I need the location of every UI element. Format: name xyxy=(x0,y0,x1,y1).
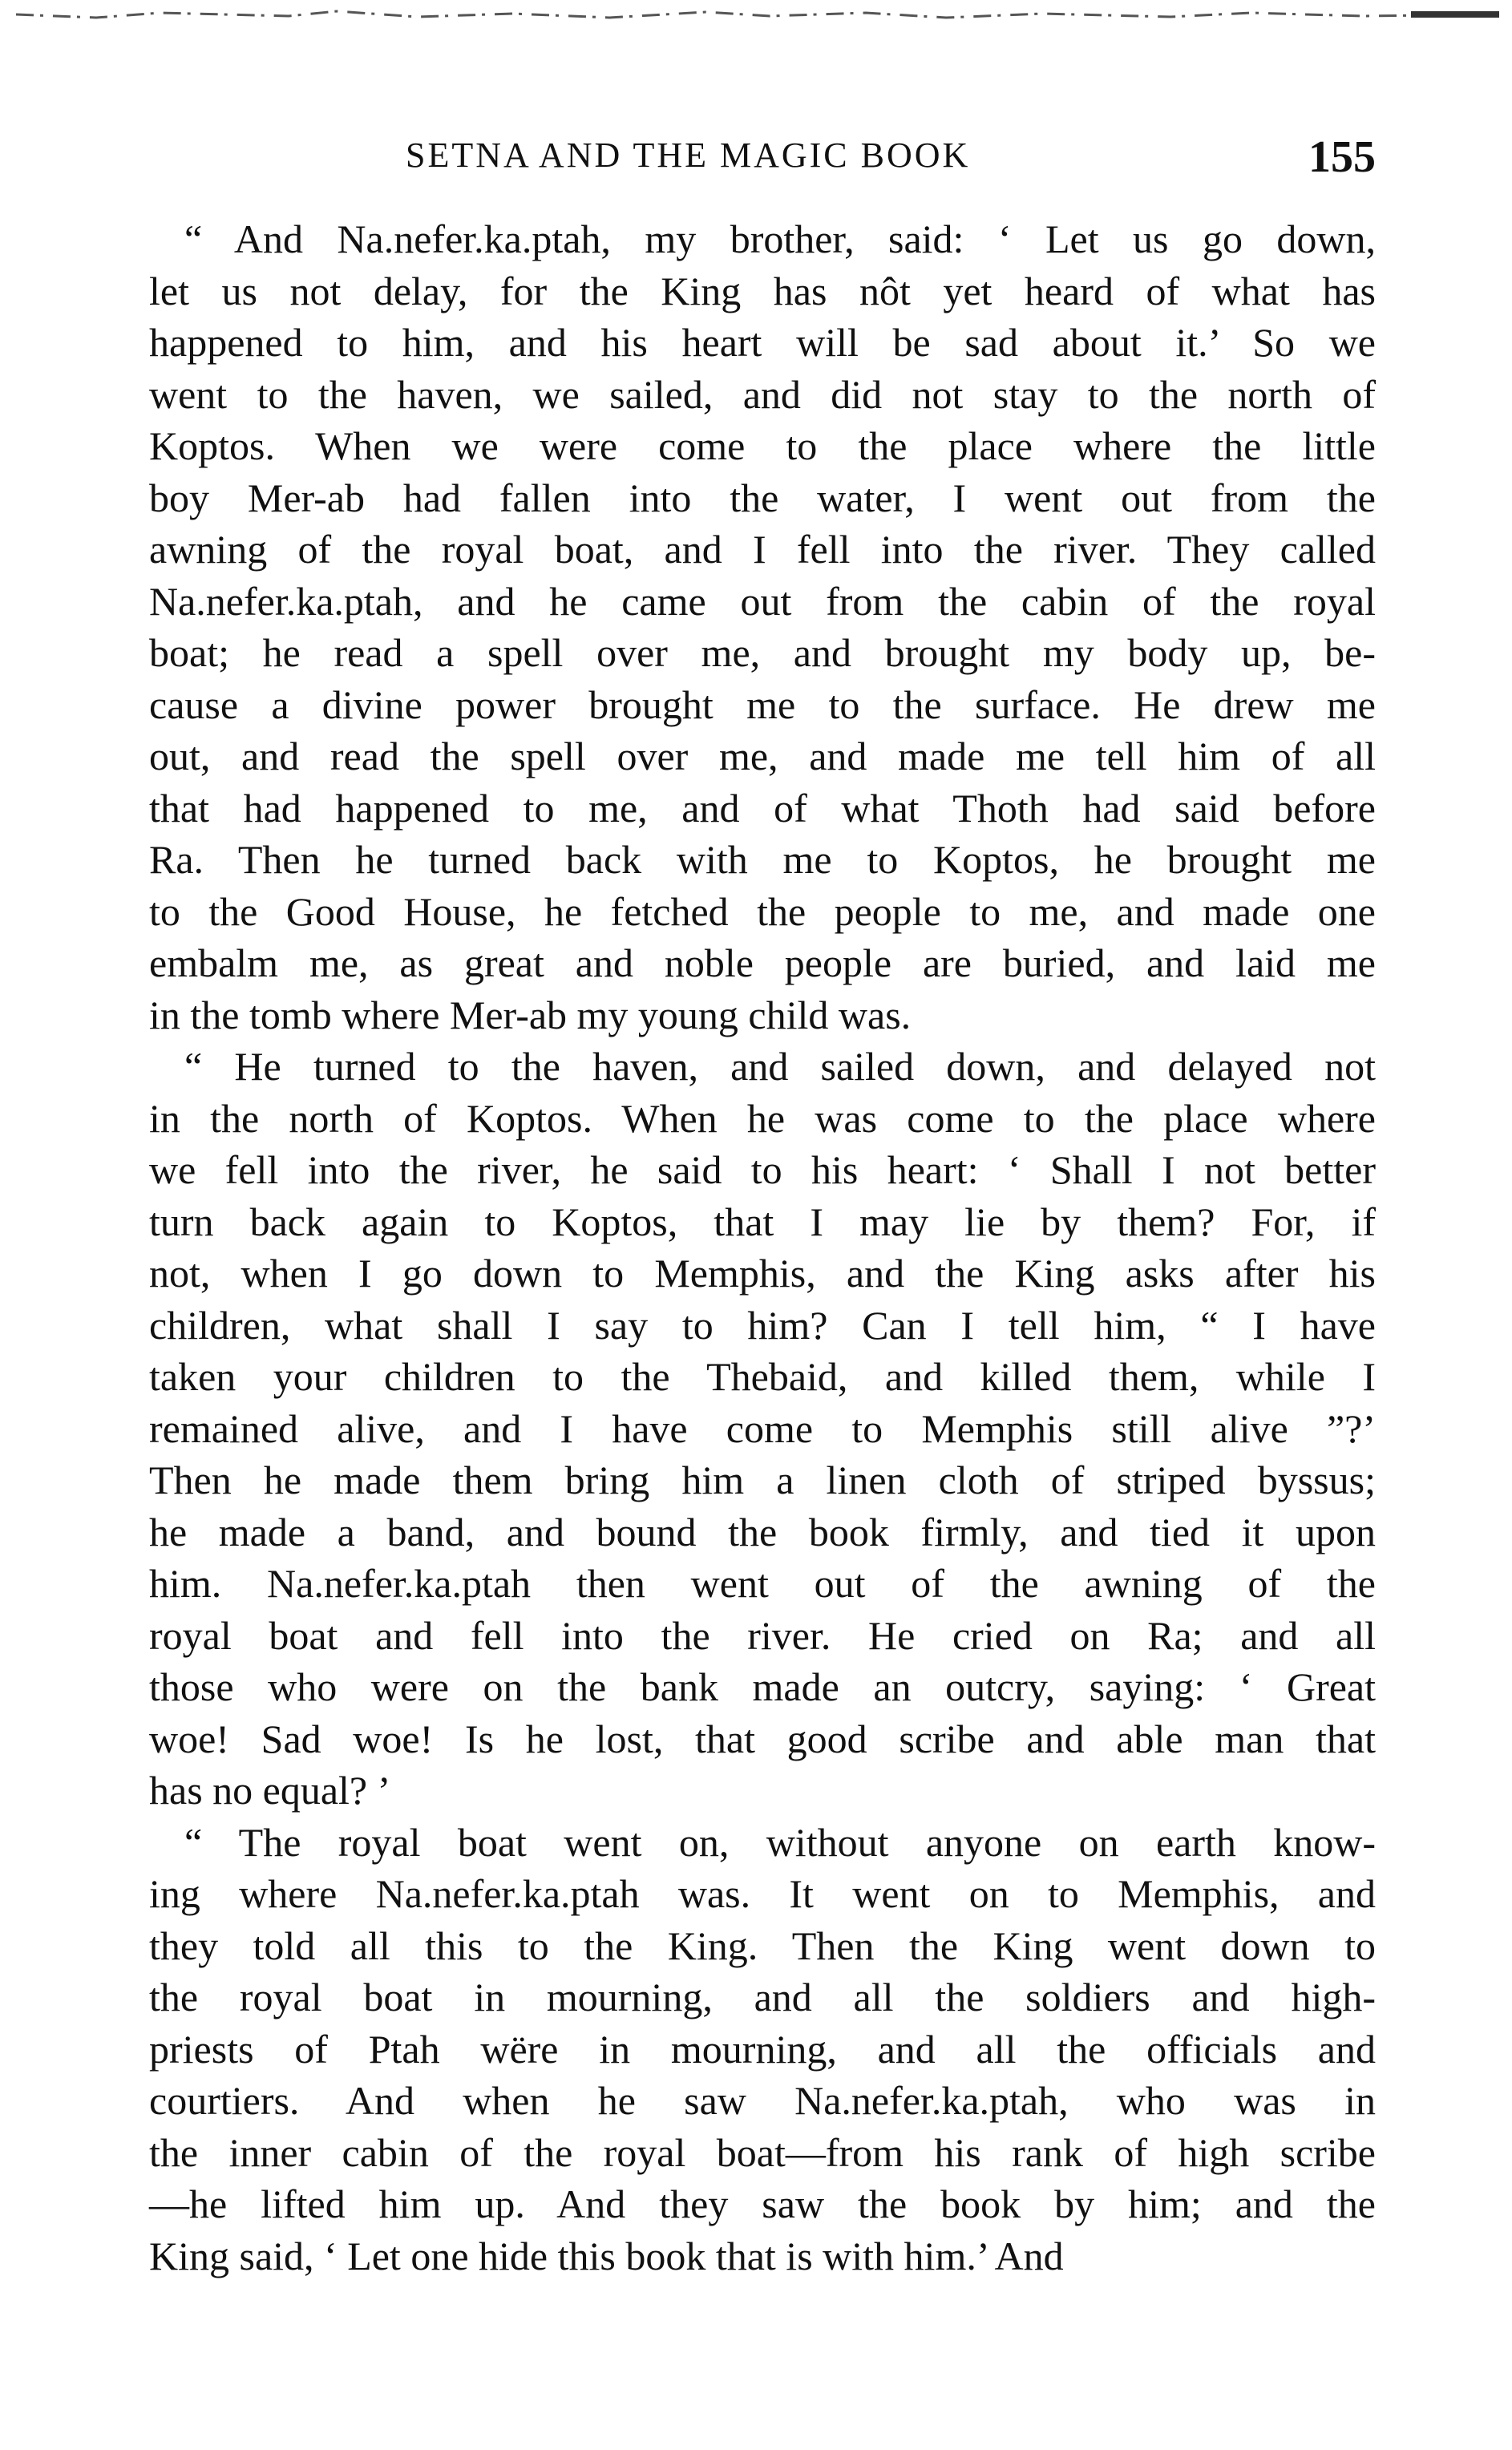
page-number: 155 xyxy=(1308,132,1376,182)
text-line: that had happened to me, and of what Thoth had said before xyxy=(149,785,1376,831)
text-line: awning of the royal boat, and I fell into the river. They called xyxy=(149,527,1376,572)
text-line: embalm me, as great and noble people are buried, and laid me xyxy=(149,940,1376,985)
text-line: royal boat and fell into the river. He cried on Ra; and all xyxy=(149,1612,1376,1658)
paragraph xyxy=(149,1817,1376,2282)
text-line: children, what shall I say to him? Can I tell him, “ I have xyxy=(149,1302,1376,1348)
text-line: priests of Ptah wëre in mourning, and all the officials and xyxy=(149,2026,1376,2072)
text-line: turn back again to Koptos, that I may lie by them? For, if xyxy=(149,1199,1376,1244)
text-line: woe! Sad woe! Is he lost, that good scribe and able man that xyxy=(149,1716,1376,1761)
text-line: remained alive, and I have come to Memphis still alive ”?’ xyxy=(149,1405,1376,1451)
paragraph xyxy=(149,1041,1376,1817)
text-line: went to the haven, we sailed, and did not stay to the north of xyxy=(149,371,1376,417)
text-line: we fell into the river, he said to his heart: ‘ Shall I not better xyxy=(149,1147,1376,1192)
text-line: courtiers. And when he saw Na.nefer.ka.ptah, who was in xyxy=(149,2078,1376,2123)
text-line: they told all this to the King. Then the King went down to xyxy=(149,1922,1376,1968)
text-line: Then he made them bring him a linen cloth of striped byssus; xyxy=(149,1457,1376,1502)
text-line: happened to him, and his heart will be sad about it.’ So we xyxy=(149,320,1376,365)
text-line: let us not delay, for the King has nôt yet heard of what has xyxy=(149,268,1376,313)
text-line: he made a band, and bound the book firmly, and tied it upon xyxy=(149,1509,1376,1554)
text-line: King said, ‘ Let one hide this book that is with him.’ And xyxy=(149,2233,1064,2278)
text-line: “ And Na.nefer.ka.ptah, my brother, said: ‘ Let us go down, xyxy=(184,216,1376,261)
text-line: the royal boat in mourning, and all the soldiers and high- xyxy=(149,1975,1376,2019)
text-line: out, and read the spell over me, and made me tell him of all xyxy=(149,734,1376,778)
text-line: him. Na.nefer.ka.ptah then went out of the awning of the xyxy=(149,1561,1376,1606)
text-line: —he lifted him up. And they saw the book by him; and the xyxy=(149,2181,1376,2226)
text-line: in the north of Koptos. When he was come to the place where xyxy=(149,1095,1376,1141)
text-line: boat; he read a spell over me, and brought my body up, be- xyxy=(149,630,1376,675)
text-line: “ The royal boat went on, without anyone on earth know- xyxy=(184,1819,1376,1865)
body-text xyxy=(149,213,1376,2282)
text-line: the inner cabin of the royal boat—from his rank of high scribe xyxy=(149,2129,1376,2175)
text-line: ing where Na.nefer.ka.ptah was. It went on to Memphis, and xyxy=(149,1871,1376,1916)
text-line: Ra. Then he turned back with me to Koptos, he brought me xyxy=(149,837,1376,882)
text-line: Na.nefer.ka.ptah, and he came out from the cabin of the royal xyxy=(149,578,1376,624)
running-title: SETNA AND THE MAGIC BOOK xyxy=(406,135,971,175)
text-line: taken your children to the Thebaid, and killed them, while I xyxy=(149,1354,1376,1399)
text-line: Koptos. When we were come to the place where the little xyxy=(149,423,1376,468)
paragraph xyxy=(149,213,1376,1041)
text-line: cause a divine power brought me to the surface. He drew me xyxy=(149,681,1376,727)
text-line: has no equal? ’ xyxy=(149,1768,391,1813)
text-line: boy Mer-ab had fallen into the water, I went out from the xyxy=(149,475,1376,520)
text-line: those who were on the bank made an outcry, saying: ‘ Great xyxy=(149,1664,1376,1709)
text-line: in the tomb where Mer-ab my young child was. xyxy=(149,992,912,1037)
text-line: not, when I go down to Memphis, and the King asks after his xyxy=(149,1251,1376,1296)
page-header xyxy=(149,128,1376,192)
scan-edge-noise xyxy=(0,0,1512,48)
text-line: “ He turned to the haven, and sailed down, and delayed not xyxy=(184,1044,1376,1089)
text-line: to the Good House, he fetched the people to me, and made one xyxy=(149,888,1376,934)
